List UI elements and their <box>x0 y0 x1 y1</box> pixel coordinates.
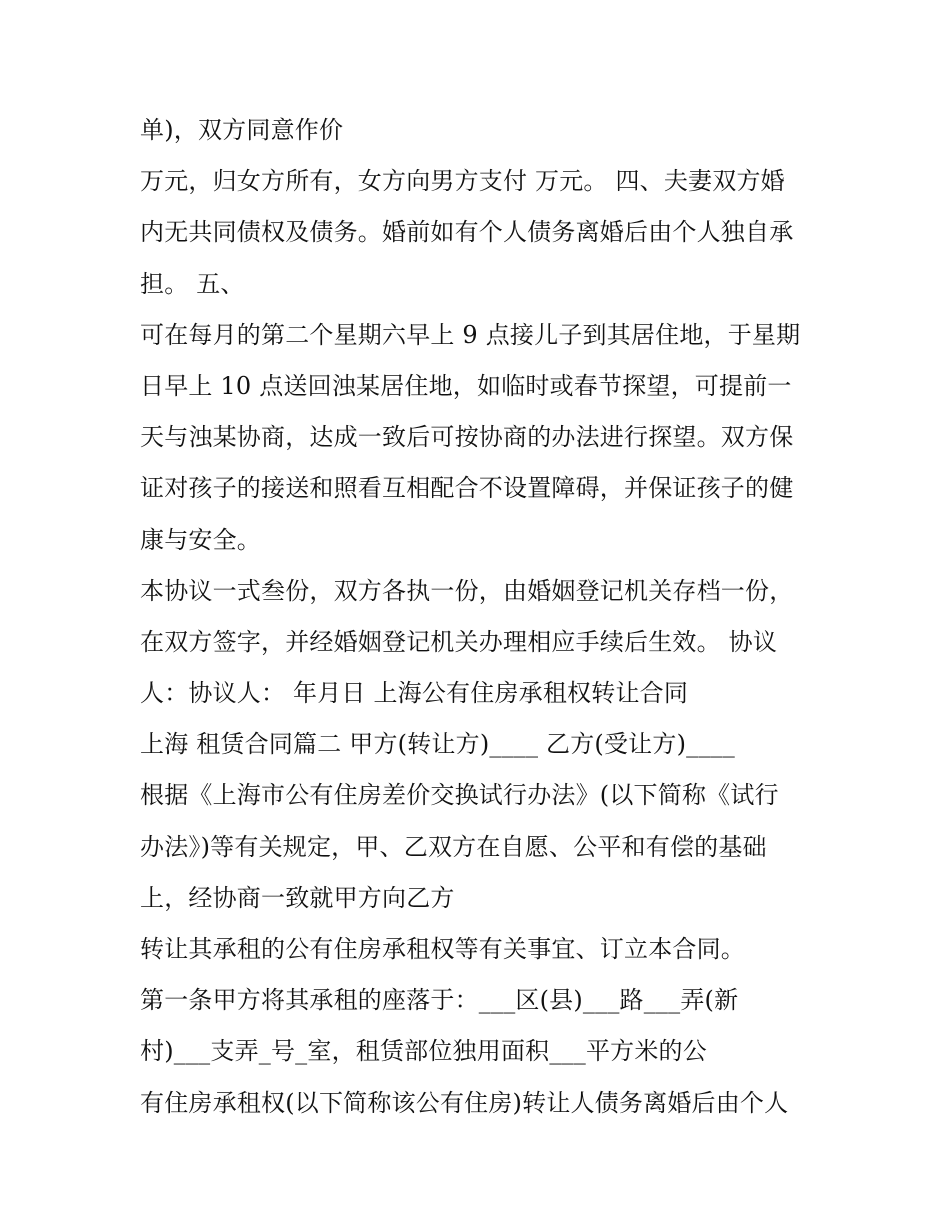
text-line: 证对孩子的接送和照看互相配合不设置障碍，并保证孩子的健 <box>140 474 794 503</box>
text-line: 村)___支弄_号_室，租赁部位独用面积___平方米的公 <box>140 1037 707 1066</box>
text-line: 人：协议人： 年月日 上海公有住房承租权转让合同 <box>140 679 689 708</box>
text-line: 转让其承租的公有住房承租权等有关事宜、订立本合同。 <box>140 935 745 963</box>
text-line: 在双方签字，并经婚姻登记机关办理相应手续后生效。 协议 <box>140 627 778 656</box>
text-line: 康与安全。 <box>140 525 261 554</box>
text-line: 可在每月的第二个星期六早上 9 点接儿子到其居住地，于星期 <box>140 320 801 349</box>
text-line: 办法》)等有关规定，甲、乙双方在自愿、公平和有偿的基础 <box>140 832 767 861</box>
text-line: 天与浊某协商，达成一致后可按协商的办法进行探望。双方保 <box>140 423 794 452</box>
text-line: 根据《上海市公有住房差价交换试行办法》(以下简称《试行 <box>140 781 779 810</box>
document-body <box>140 108 820 1132</box>
text-line: 上，经协商一致就甲方向乙方 <box>140 883 455 912</box>
text-line: 万元，归女方所有，女方向男方支付 万元。 四、夫妻双方婚 <box>140 167 785 196</box>
text-line: 上海 租赁合同篇二 甲方(转让方)____ 乙方(受让方)____ <box>140 730 735 759</box>
text-line: 日早上 10 点送回浊某居住地，如临时或春节探望，可提前一 <box>140 371 792 400</box>
text-line: 担。 五、 <box>140 269 245 298</box>
text-line: 第一条甲方将其承租的座落于：___区(县)___路___弄(新 <box>140 986 739 1015</box>
text-line: 本协议一式叁份，双方各执一份，由婚姻登记机关存档一份， <box>140 576 794 605</box>
text-line: 单)，双方同意作价 <box>140 116 344 144</box>
text-line: 有住房承租权(以下简称该公有住房)转让人债务离婚后由个人 <box>140 1088 789 1117</box>
text-line: 内无共同债权及债务。婚前如有个人债务离婚后由个人独自承 <box>140 218 794 247</box>
